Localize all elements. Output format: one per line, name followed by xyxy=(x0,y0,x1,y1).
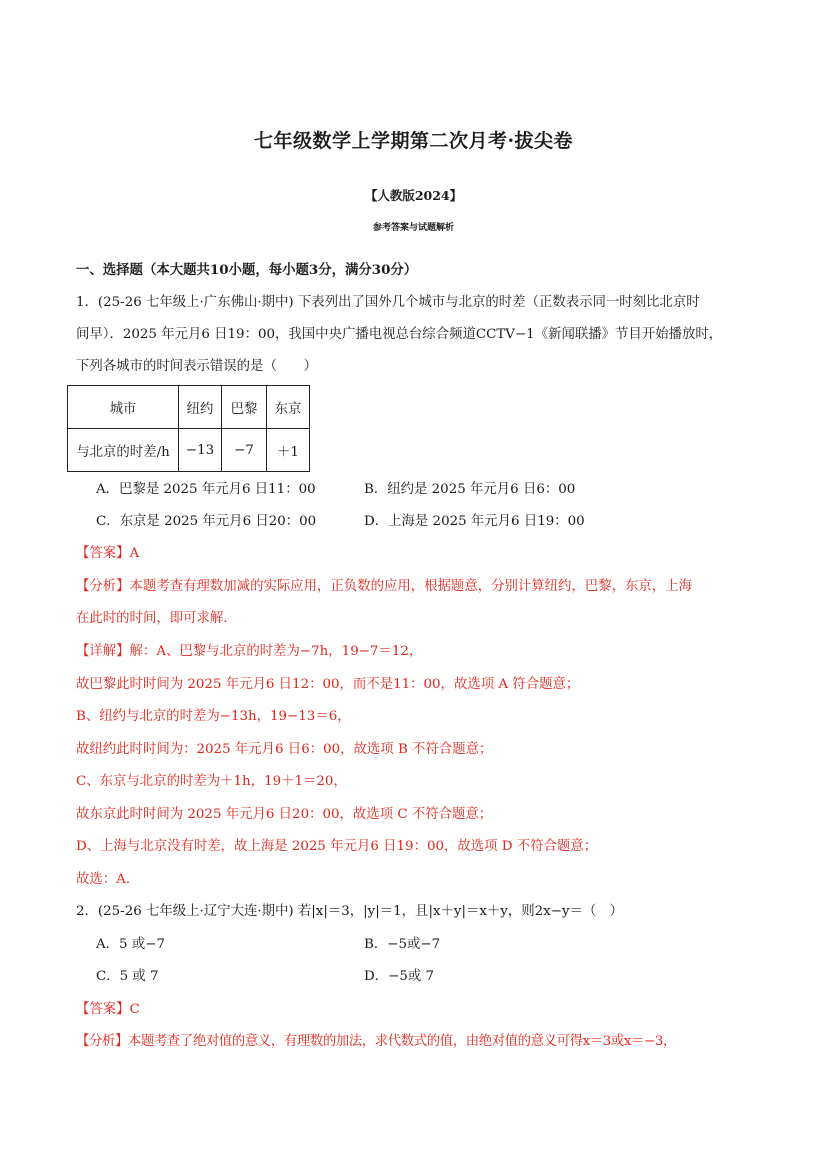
q1-option-b: B．纽约是 2025 年元月6 日6：00 xyxy=(364,482,576,497)
q1-answer: 【答案】A xyxy=(76,546,140,561)
q2-option-d: D．−5或 7 xyxy=(364,969,435,984)
table-cell: ＋1 xyxy=(267,429,310,472)
q1-detail-line: 【详解】解：A、巴黎与北京的时差为−7h，19−7＝12， xyxy=(76,644,423,659)
q1-stem-line: 1．(25-26 七年级上·广东佛山·期中) 下表列出了国外几个城市与北京的时差（正数表示同一时刻比北京时 xyxy=(76,295,700,310)
table-header-cell: 纽约 xyxy=(179,386,222,429)
q2-answer: 【答案】C xyxy=(76,1002,140,1017)
q2-analysis: 【分析】本题考查了绝对值的意义，有理数的加法，求代数式的值，由绝对值的意义可得x＝3或x＝−3， xyxy=(76,1034,676,1049)
subtitle: 参考答案与试题解析 xyxy=(372,223,454,233)
q1-detail-line: 故东京此时时间为 2025 年元月6 日20：00，故选项 C 不符合题意； xyxy=(76,807,493,822)
table-header-cell: 城市 xyxy=(68,386,179,429)
q1-option-a: A．巴黎是 2025 年元月6 日11：00 xyxy=(96,482,316,497)
q1-analysis-line: 【分析】本题考查有理数加减的实际应用，正负数的应用，根据题意，分别计算纽约，巴黎，东京，上海 xyxy=(76,579,692,594)
q1-analysis-line: 在此时的时间，即可求解． xyxy=(76,611,237,626)
q1-detail-line: 故选：A． xyxy=(76,872,140,887)
q1-stem-line: 下列各城市的时间表示错误的是（ ） xyxy=(76,359,318,374)
q1-option-c: C．东京是 2025 年元月6 日20：00 xyxy=(96,514,317,529)
q1-detail-line: D、上海与北京没有时差，故上海是 2025 年元月6 日19：00，故选项 D 不符合题意； xyxy=(76,839,598,854)
q2-option-c: C．5 或 7 xyxy=(96,969,159,984)
q1-detail-line: 故纽约此时时间为：2025 年元月6 日6：00，故选项 B 不符合题意； xyxy=(76,742,493,757)
page-title: 七年级数学上学期第二次月考·拔尖卷 xyxy=(253,130,574,152)
table-cell: −7 xyxy=(222,429,267,472)
table-header-cell: 巴黎 xyxy=(222,386,267,429)
q1-option-d: D．上海是 2025 年元月6 日19：00 xyxy=(364,514,585,529)
q1-stem-line: 间早）．2025 年元月6 日19：00，我国中央广播电视总台综合频道CCTV−1《新闻联播》节目开始播放时， xyxy=(76,327,723,342)
edition-label: 【人教版2024】 xyxy=(364,188,463,203)
table-cell: 与北京的时差/h xyxy=(68,429,179,472)
table-header-cell: 东京 xyxy=(267,386,310,429)
table-row xyxy=(68,429,310,472)
q1-detail-line: B、纽约与北京的时差为−13h，19−13＝6， xyxy=(76,709,351,724)
table-row xyxy=(68,386,310,429)
q2-stem: 2．(25-26 七年级上·辽宁大连·期中) 若|x|＝3，|y|＝1，且|x＋y|＝x＋y，则2x−y＝（ ） xyxy=(76,904,624,919)
q2-option-b: B．−5或−7 xyxy=(364,937,441,952)
q1-detail-line: C、东京与北京的时差为＋1h，19＋1＝20， xyxy=(76,774,347,789)
section-heading: 一、选择题（本大题共10小题，每小题3分，满分30分） xyxy=(76,262,418,278)
time-difference-table xyxy=(67,385,310,472)
q1-detail-line: 故巴黎此时时间为 2025 年元月6 日12：00，而不是11：00，故选项 A 符合题意； xyxy=(76,677,580,692)
table-cell: −13 xyxy=(179,429,222,472)
q2-option-a: A．5 或−7 xyxy=(96,937,165,952)
